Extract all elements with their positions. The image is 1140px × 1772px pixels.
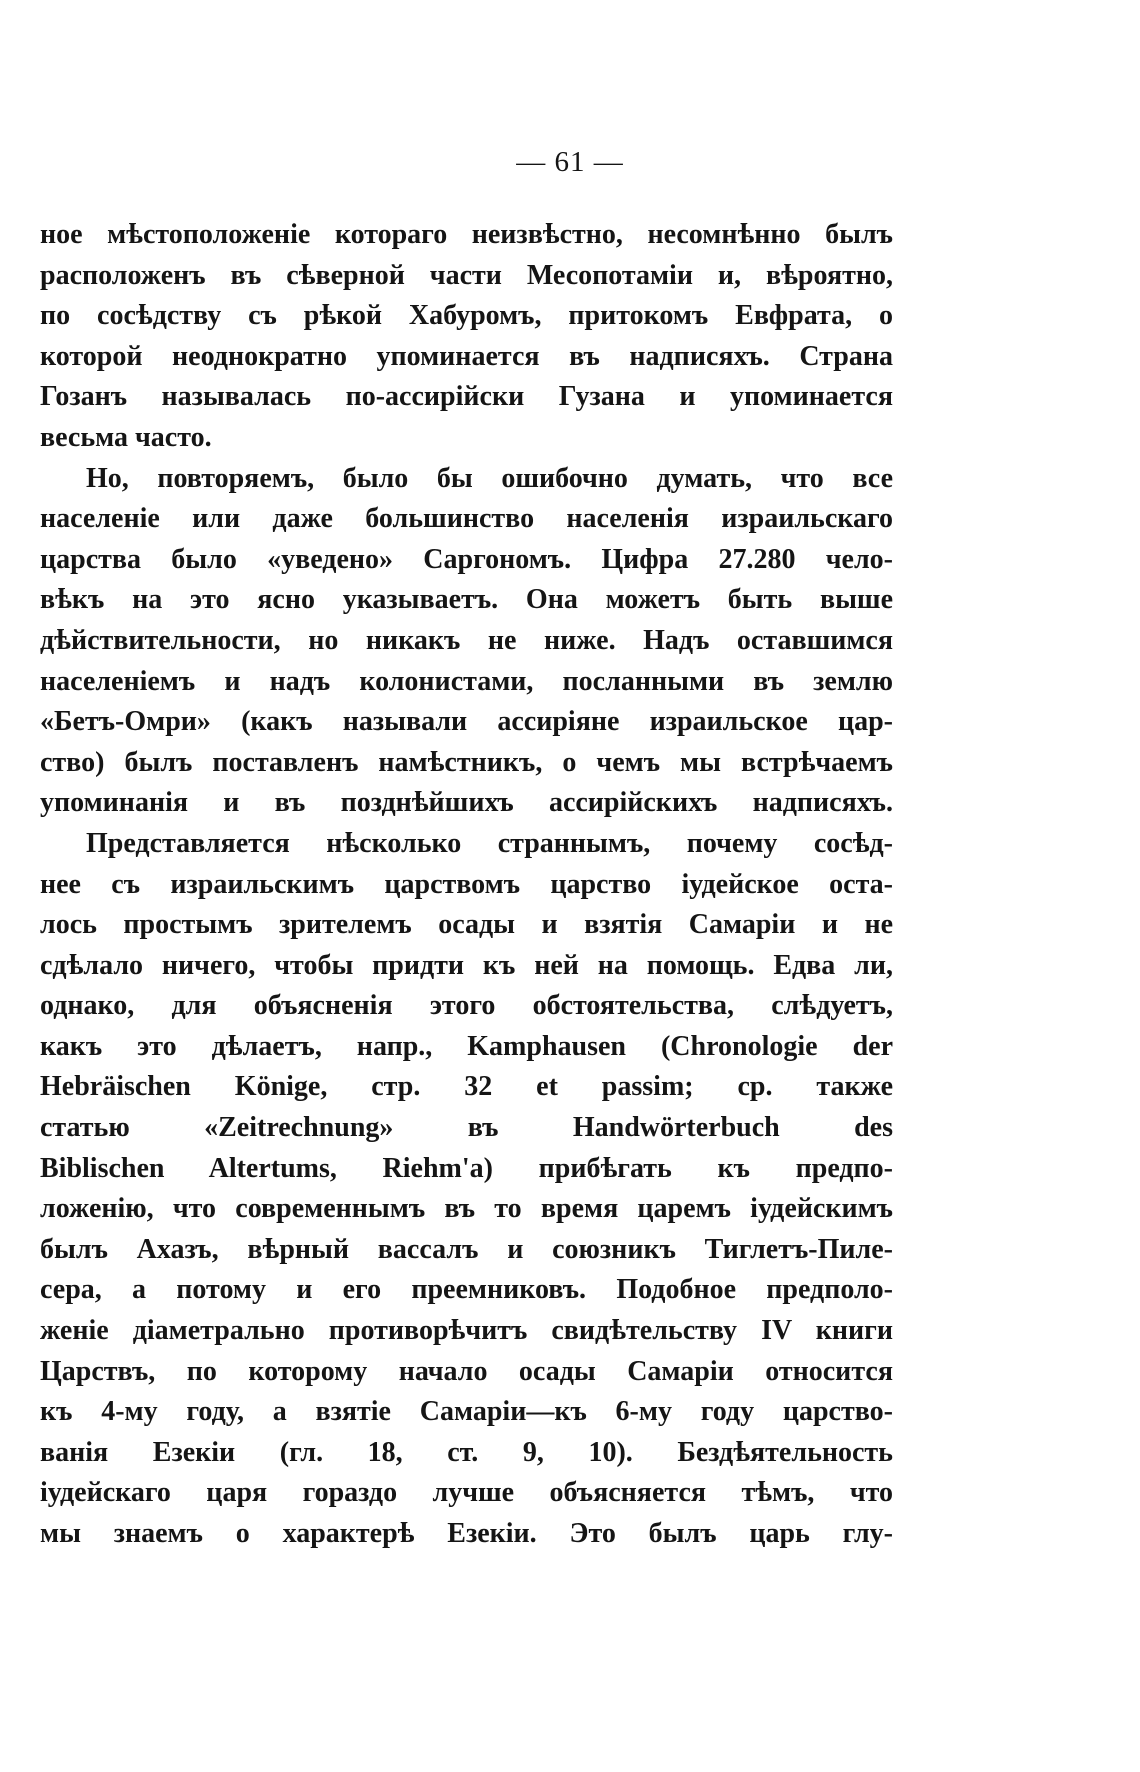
text-line: мы знаемъ о характерѣ Езекіи. Это былъ царь глу- [40,1518,893,1549]
text-line: весьма часто. [40,421,212,453]
text-line: дѣйствительности, но никакъ не ниже. Надъ оставшимся [40,624,893,656]
paragraph-2 [40,459,893,824]
text-line: Hebräischen Könige, стр. 32 et passim; ср. также [40,1071,893,1103]
text-line: упоминанія и въ позднѣйшихъ ассирійскихъ надписяхъ. [40,787,893,819]
text-line: нее съ израильскимъ царствомъ царство іудейское оста- [40,868,893,900]
text-line: лось простымъ зрителемъ осады и взятія Самаріи и не [40,909,893,941]
paragraph-1 [40,215,893,459]
text-line: ложенію, что современнымъ въ то время царемъ іудейскимъ [40,1193,893,1225]
text-line: ванія Езекіи (гл. 18, ст. 9, 10). Бездѣятельность [40,1436,893,1468]
text-line: ное мѣстоположеніе котораго неизвѣстно, несомнѣнно былъ [40,219,893,250]
text-line: статью «Zeitrechnung» въ Handwörterbuch des [40,1112,893,1144]
text-line: къ 4-му году, а взятіе Самаріи—къ 6-му году царство- [40,1396,893,1428]
paragraph-3 [40,824,893,1555]
text-line: вѣкъ на это ясно указываетъ. Она можетъ быть выше [40,584,893,616]
text-line: былъ Ахазъ, вѣрный вассалъ и союзникъ Тиглетъ-Пиле- [40,1233,893,1265]
text-line: населеніемъ и надъ колонистами, посланными въ землю [40,665,893,697]
text-line: сдѣлало ничего, чтобы придти къ ней на помощь. Едва ли, [40,949,893,981]
text-line: царства было «уведено» Саргономъ. Цифра 27.280 чело- [40,543,893,575]
text-line: населеніе или даже большинство населенія израильскаго [40,503,893,535]
text-line: Biblischen Altertums, Riehm'a) прибѣгать къ предпо- [40,1152,893,1184]
text-line: которой неоднократно упоминается въ надписяхъ. Страна [40,340,893,372]
text-line: расположенъ въ сѣверной части Месопотаміи и, вѣроятно, [40,259,893,291]
text-line: по сосѣдству съ рѣкой Хабуромъ, притокомъ Евфрата, о [40,300,893,332]
text-line: ство) былъ поставленъ намѣстникъ, о чемъ мы встрѣчаемъ [40,746,893,778]
text-line: Представляется нѣсколько страннымъ, почему сосѣд- [86,827,893,859]
text-line: іудейскаго царя гораздо лучше объясняется тѣмъ, что [40,1477,893,1509]
page-number: — 61 — [516,146,624,178]
body-text [40,215,893,1555]
text-line: женіе діаметрально противорѣчитъ свидѣтельству IV книги [40,1315,893,1347]
text-line: Гозанъ называлась по-ассирійски Гузана и упоминается [40,381,893,413]
text-line: однако, для объясненія этого обстоятельства, слѣдуетъ, [40,990,893,1022]
text-line: «Бетъ-Омри» (какъ называли ассиріяне израильское цар- [40,706,893,738]
text-line: сера, а потому и его преемниковъ. Подобное предполо- [40,1274,893,1306]
text-line: Но, повторяемъ, было бы ошибочно думать, что все [86,462,893,494]
text-line: какъ это дѣлаетъ, напр., Kamphausen (Chronologie der [40,1030,893,1062]
text-line: Царствъ, по которому начало осады Самаріи относится [40,1355,893,1387]
